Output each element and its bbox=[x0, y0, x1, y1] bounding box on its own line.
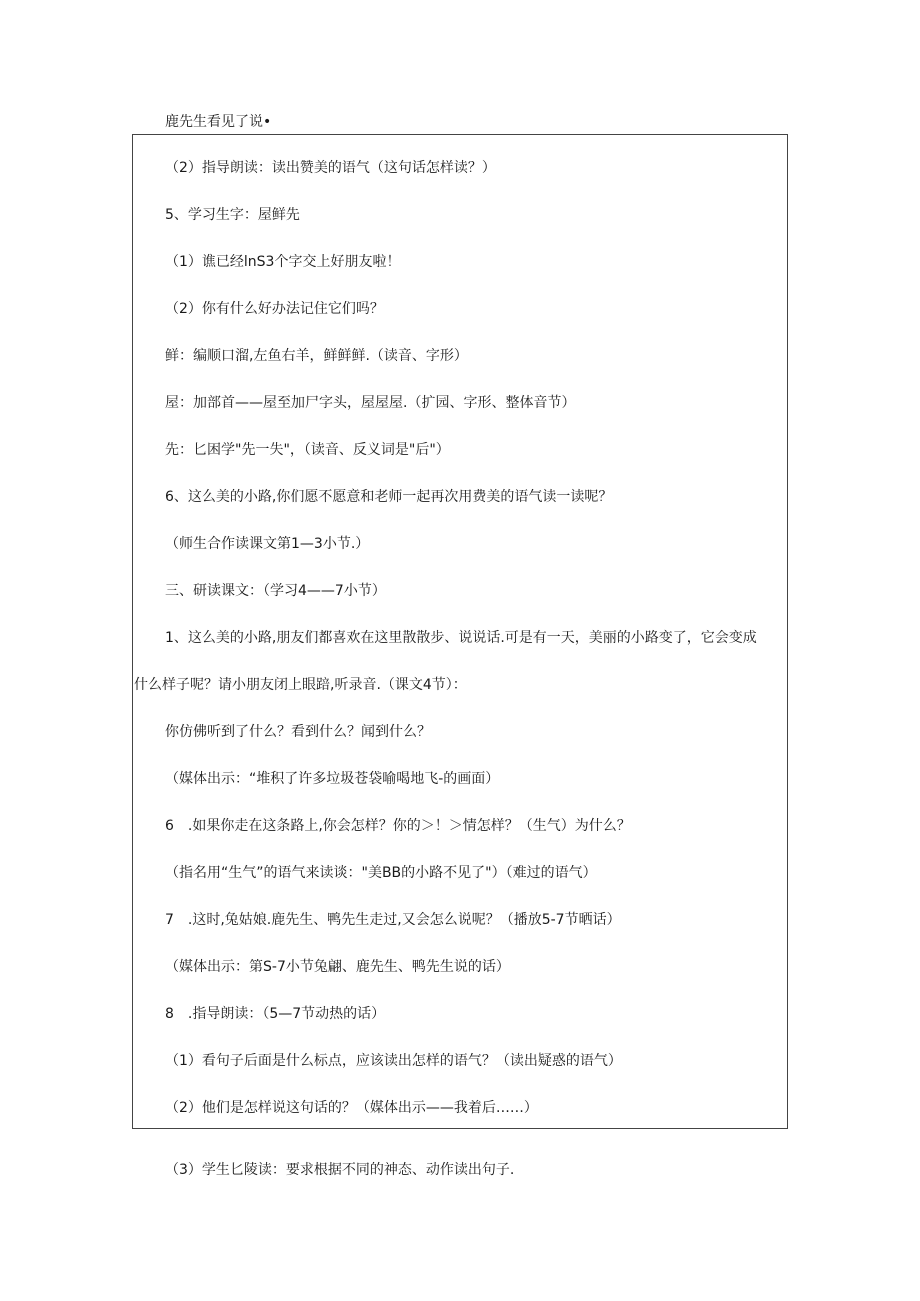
text-line-char-wu-house: 屋：加部首——屋至加尸字头，屋屋屋.（扩园、字形、整体音节） bbox=[165, 395, 576, 411]
text-line-deer-said: 鹿先生看见了说• bbox=[165, 114, 272, 130]
text-line-punctuation: （1）看句子后面是什么标点，应该读出怎样的语气？（读出疑惑的语气） bbox=[165, 1053, 622, 1069]
text-line-cooperative-reading: （师生合作读课文第1—3小节.） bbox=[165, 536, 370, 552]
text-line-what-heard: 你仿佛听到了什么？看到什么？闻到什么？ bbox=[165, 724, 431, 740]
text-line-guide-reading-praise: （2）指导朗读：读出赞美的语气（这句话怎样读？） bbox=[165, 160, 496, 176]
section-heading-study-text: 三、研读课文：（学习4——7小节） bbox=[165, 583, 386, 599]
text-line-read-together: 6、这么美的小路,你们愿不愿意和老师一起再次用费美的语气读一读呢？ bbox=[165, 489, 613, 505]
text-line-item-7-animals: 7 .这时,兔姑娘.鹿先生、鸭先生走过,又会怎么说呢？（播放5-7节晒话） bbox=[165, 912, 621, 928]
text-line-media-garbage: （媒体出示：“堆积了许多垃圾苍袋喻喝地飞-的画面） bbox=[165, 771, 500, 787]
text-line-memory-methods: （2）你有什么好办法记住它们吗？ bbox=[165, 301, 384, 317]
text-line-path-changed: 1、这么美的小路,朋友们都喜欢在这里散散步、说说话.可是有一天，美丽的小路变了，它会变成 bbox=[165, 630, 757, 646]
text-line-char-xian-fresh: 鲜：编顺口溜,左鱼右羊，鲜鲜鲜.（读音、字形） bbox=[165, 348, 468, 364]
text-line-item-8-reading: 8 .指导朗读：（5—7节动热的话） bbox=[165, 1006, 386, 1022]
text-line-student-reading: （3）学生匕陵读：要求根据不同的神态、动作读出句子. bbox=[165, 1162, 515, 1178]
text-line-path-changed-cont: 什么样子呢？请小朋友闭上眼踣,听录音.（课文4节）： bbox=[134, 677, 467, 693]
text-line-item-6-feelings: 6 .如果你走在这条路上,你会怎样？你的＞！＞情怎样？（生气）为什么？ bbox=[165, 818, 631, 834]
text-line-media-sections: （媒体出示：第S-7小节兔翩、鹿先生、鸭先生说的话） bbox=[165, 959, 510, 975]
text-line-three-characters: （1）谯已经lnS3个字交上好朋友啦！ bbox=[165, 254, 401, 270]
text-line-how-said: （2）他们是怎样说这句话的？（媒体出示——我着后……） bbox=[165, 1100, 538, 1116]
text-line-learn-characters: 5、学习生字：屋鲜先 bbox=[165, 207, 300, 223]
text-line-char-xian-first: 先：匕困学"先一失"，（读音、反义词是"后"） bbox=[165, 442, 450, 458]
text-line-angry-tone: （指名用“生气”的语气来读谈："美BB的小路不见了"）（难过的语气） bbox=[165, 865, 597, 881]
